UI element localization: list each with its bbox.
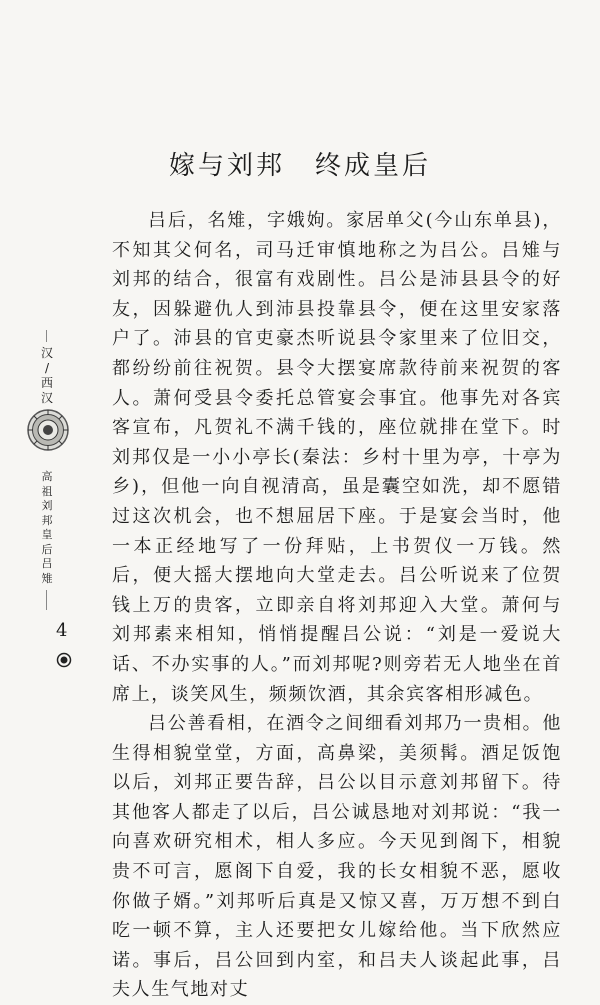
book-char: 祖 (41, 484, 53, 498)
book-char: 刘 (41, 499, 53, 512)
book-char: 雉 (41, 571, 53, 585)
target-dot-icon (56, 652, 72, 668)
sidebar-book-title (36, 470, 58, 586)
sidebar-series-label (36, 346, 58, 406)
body-text (112, 206, 562, 1005)
book-char: 高 (41, 470, 53, 483)
book-char: 后 (41, 542, 53, 556)
title-part-2: 终成皇后 (315, 151, 432, 181)
ornamental-medallion-icon (26, 408, 70, 452)
title-part-1: 嫁与刘邦 (168, 151, 285, 181)
paragraph-1: 吕后，名雉，字娥姁。家居单父(今山东单县)，不知其父何名，司马迁审慎地称之为吕公。吕雉与刘邦的结合，很富有戏剧性。吕公是沛县县令的好友，因躲避仇人到沛县投靠县令，便在这里安家落户了。沛县的官吏豪杰听说县令家里来了位旧交，都纷纷前往祝贺。县令大摆宴席款待前来祝贺的客人。萧何受县令委托总管宴会事宜。他事先对各宾客宣布，凡贺礼不满千钱的，座位就排在堂下。时刘邦仅是一小小亭长(秦法：乡村十里为亭，十亭为乡)，但他一向自视清高，虽是囊空如洗，却不愿错过这次机会，也不想屈居下座。于是宴会当时，他一本正经地写了一份拜贴，上书贺仪一万钱。然后，便大摇大摆地向大堂走去。吕公听说来了位贺钱上万的贵客，立即亲自将刘邦迎入大堂。萧何与刘邦素来相知，悄悄提醒吕公说：“刘是一爱说大话、不办实事的人。”而刘邦呢?则旁若无人地坐在首席上，谈笑风生，频频饮酒，其余宾客相形减色。 (112, 210, 562, 705)
series-char: / (44, 361, 50, 375)
page-number: 4 (56, 620, 68, 641)
sidebar-rule-top (46, 330, 47, 342)
series-char: 汉 (40, 346, 53, 360)
series-char: 西 (40, 376, 53, 390)
series-char: 汉 (40, 391, 53, 405)
book-char: 皇 (41, 528, 53, 541)
book-char: 吕 (41, 557, 53, 570)
page-title (0, 145, 600, 182)
sidebar-rule-bottom (46, 590, 47, 610)
paragraph-2: 吕公善看相，在酒令之间细看刘邦乃一贵相。他生得相貌堂堂，方面，高鼻梁，美须髯。酒足饭饱以后，刘邦正要告辞，吕公以目示意刘邦留下。待其他客人都走了以后，吕公诚恳地对刘邦说：“我一向喜欢研究相术，相人多应。今天见到阁下，相貌贵不可言，愿阁下自爱，我的长女相貌不恶，愿收你做子婿。”刘邦听后真是又惊又喜，万万想不到白吃一顿不算，主人还要把女儿嫁给他。当下欣然应诺。事后，吕公回到内室，和吕夫人谈起此事，吕夫人生气地对丈 (112, 713, 562, 1001)
book-char: 邦 (41, 513, 53, 527)
